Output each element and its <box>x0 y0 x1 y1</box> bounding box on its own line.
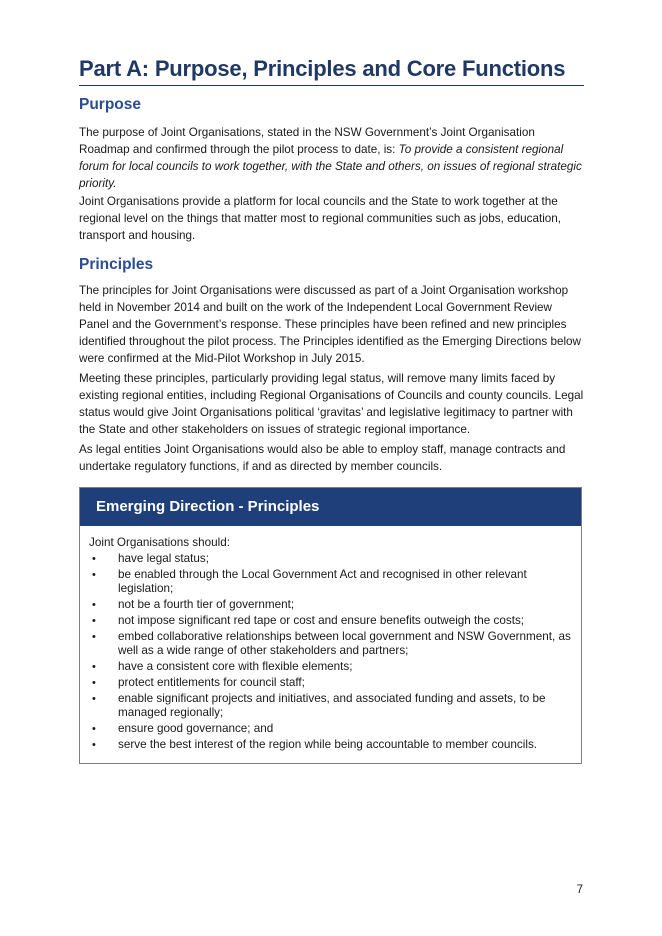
emerging-direction-box <box>79 487 582 764</box>
list-item <box>89 598 574 612</box>
page-number: 7 <box>576 884 583 896</box>
list-item-text: be enabled through the Local Government Act and recognised in other relevant legislation; <box>118 567 527 596</box>
bullet-icon: • <box>92 599 96 612</box>
bullet-icon: • <box>92 692 96 705</box>
bullet-icon: • <box>92 630 96 643</box>
list-item-text: embed collaborative relationships between local government and NSW Government, as well as a wide range of other stakeholders and partners; <box>118 629 571 658</box>
purpose-paragraph-1 <box>79 124 584 192</box>
list-item <box>89 660 574 674</box>
list-item <box>89 552 574 566</box>
bullet-icon: • <box>92 661 96 674</box>
list-item <box>89 722 574 736</box>
principles-paragraph-3: As legal entities Joint Organisations would also be able to employ staff, manage contracts and undertake regulatory functions, if and as directed by member councils. <box>79 443 566 473</box>
list-item <box>89 614 574 628</box>
bullet-icon: • <box>92 568 96 581</box>
list-item-text: not be a fourth tier of government; <box>118 598 295 612</box>
bullet-icon: • <box>92 738 96 751</box>
purpose-paragraph-1-text: The purpose of Joint Organisations, stated in the NSW Government’s Joint Organisation Roadmap and confirmed through the pilot process to date, is: <box>79 126 535 156</box>
box-header <box>80 488 581 526</box>
list-item-text: not impose significant red tape or cost and ensure benefits outweigh the costs; <box>118 613 525 627</box>
list-item-text: protect entitlements for council staff; <box>118 675 305 689</box>
list-item <box>89 692 574 721</box>
list-item <box>89 676 574 690</box>
principles-paragraph-2: Meeting these principles, particularly providing legal status, will remove many limits faced by existing regional entities, including Regional Organisations of Councils and county councils. Legal status would give Joint Organisations political ‘gravitas’ and legislative legitimacy to partner with the State and other stakeholders on issues of strategic regional importance. <box>79 372 584 436</box>
box-title: Emerging Direction - Principles <box>96 498 320 515</box>
bullet-icon: • <box>92 553 96 565</box>
list-item-text: ensure good governance; and <box>118 722 274 736</box>
bullet-icon: • <box>92 614 96 627</box>
principles-list <box>89 552 574 754</box>
principles-paragraph-1: The principles for Joint Organisations were discussed as part of a Joint Organisation workshop held in November 2014 and built on the work of the Independent Local Government Review Panel and the Government’s response. These principles have been refined and new principles identified throughout the pilot process. The Principles identified as the Emerging Directions below were confirmed at the Mid-Pilot Workshop in July 2015. <box>79 284 581 365</box>
list-item <box>89 568 574 597</box>
list-item <box>89 738 574 752</box>
page-title: Part A: Purpose, Principles and Core Functions <box>79 56 566 81</box>
list-item-text: have legal status; <box>118 552 209 565</box>
purpose-paragraph-2: Joint Organisations provide a platform for local councils and the State to work together at the regional level on the things that matter most to regional communities such as jobs, education, transport and housing. <box>79 195 562 242</box>
title-divider <box>79 85 584 86</box>
purpose-statement: To provide a consistent regional forum for local councils to work together, with the State and others, on issues of regional strategic priority. <box>79 143 582 190</box>
list-item-text: have a consistent core with flexible elements; <box>118 660 353 674</box>
bullet-icon: • <box>92 676 96 689</box>
box-intro: Joint Organisations should: <box>89 536 230 549</box>
principles-heading: Principles <box>79 256 154 273</box>
list-item-text: enable significant projects and initiatives, and associated funding and assets, to be managed regionally; <box>118 691 546 720</box>
purpose-heading: Purpose <box>79 96 142 113</box>
list-item <box>89 630 574 659</box>
list-item-text: serve the best interest of the region while being accountable to member councils. <box>118 737 538 751</box>
bullet-icon: • <box>92 723 96 736</box>
